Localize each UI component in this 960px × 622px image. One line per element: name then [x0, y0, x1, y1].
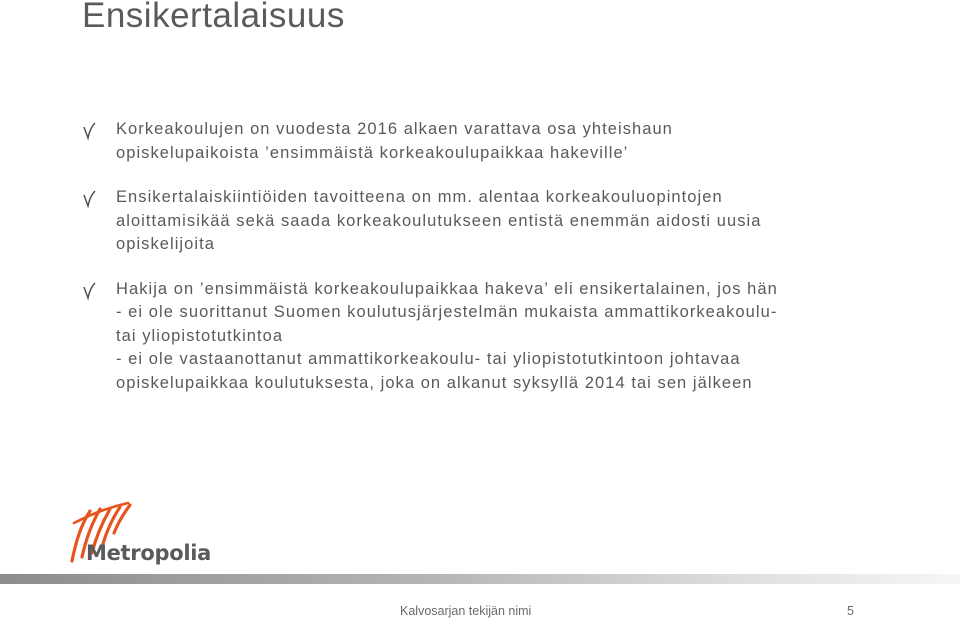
bullet-list — [82, 118, 882, 395]
bullet-line: Hakija on ’ensimmäistä korkeakoulupaikkaa hakeva’ eli ensikertalainen, jos hän — [116, 279, 778, 298]
bullet-line: aloittamisikää sekä saada korkeakoulutukseen entistä enemmän aidosti uusia — [116, 211, 762, 230]
logo-text: Metropolia — [86, 541, 211, 565]
slide-title: Ensikertalaisuus — [82, 0, 345, 35]
bullet-line: Korkeakoulujen on vuodesta 2016 alkaen varattava osa yhteishaun — [116, 120, 673, 138]
bullet-item — [82, 118, 882, 165]
bullet-item — [82, 186, 882, 257]
check-bullet-icon — [82, 281, 96, 301]
bullet-line: opiskelupaikoista ’ensimmäistä korkeakoulupaikkaa hakeville’ — [116, 143, 629, 162]
metropolia-logo — [68, 495, 218, 575]
bullet-line: opiskelijoita — [116, 235, 215, 253]
page-number: 5 — [847, 604, 854, 618]
bullet-line: tai yliopistotutkintoa — [116, 326, 284, 345]
bullet-line: - ei ole vastaanottanut ammattikorkeakoulu- tai yliopistotutkintoon johtavaa — [116, 350, 741, 368]
check-bullet-icon — [82, 121, 96, 141]
bullet-line: opiskelupaikkaa koulutuksesta, joka on alkanut syksyllä 2014 tai sen jälkeen — [116, 373, 753, 392]
bullet-line: - ei ole suorittanut Suomen koulutusjärjestelmän mukaista ammattikorkeakoulu- — [116, 303, 778, 321]
bullet-item — [82, 278, 882, 396]
bullet-line: Ensikertalaiskiintiöiden tavoitteena on mm. alentaa korkeakouluopintojen — [116, 188, 723, 206]
presenter-name: Kalvosarjan tekijän nimi — [400, 604, 532, 618]
check-bullet-icon — [82, 189, 96, 209]
footer-band — [0, 574, 960, 584]
